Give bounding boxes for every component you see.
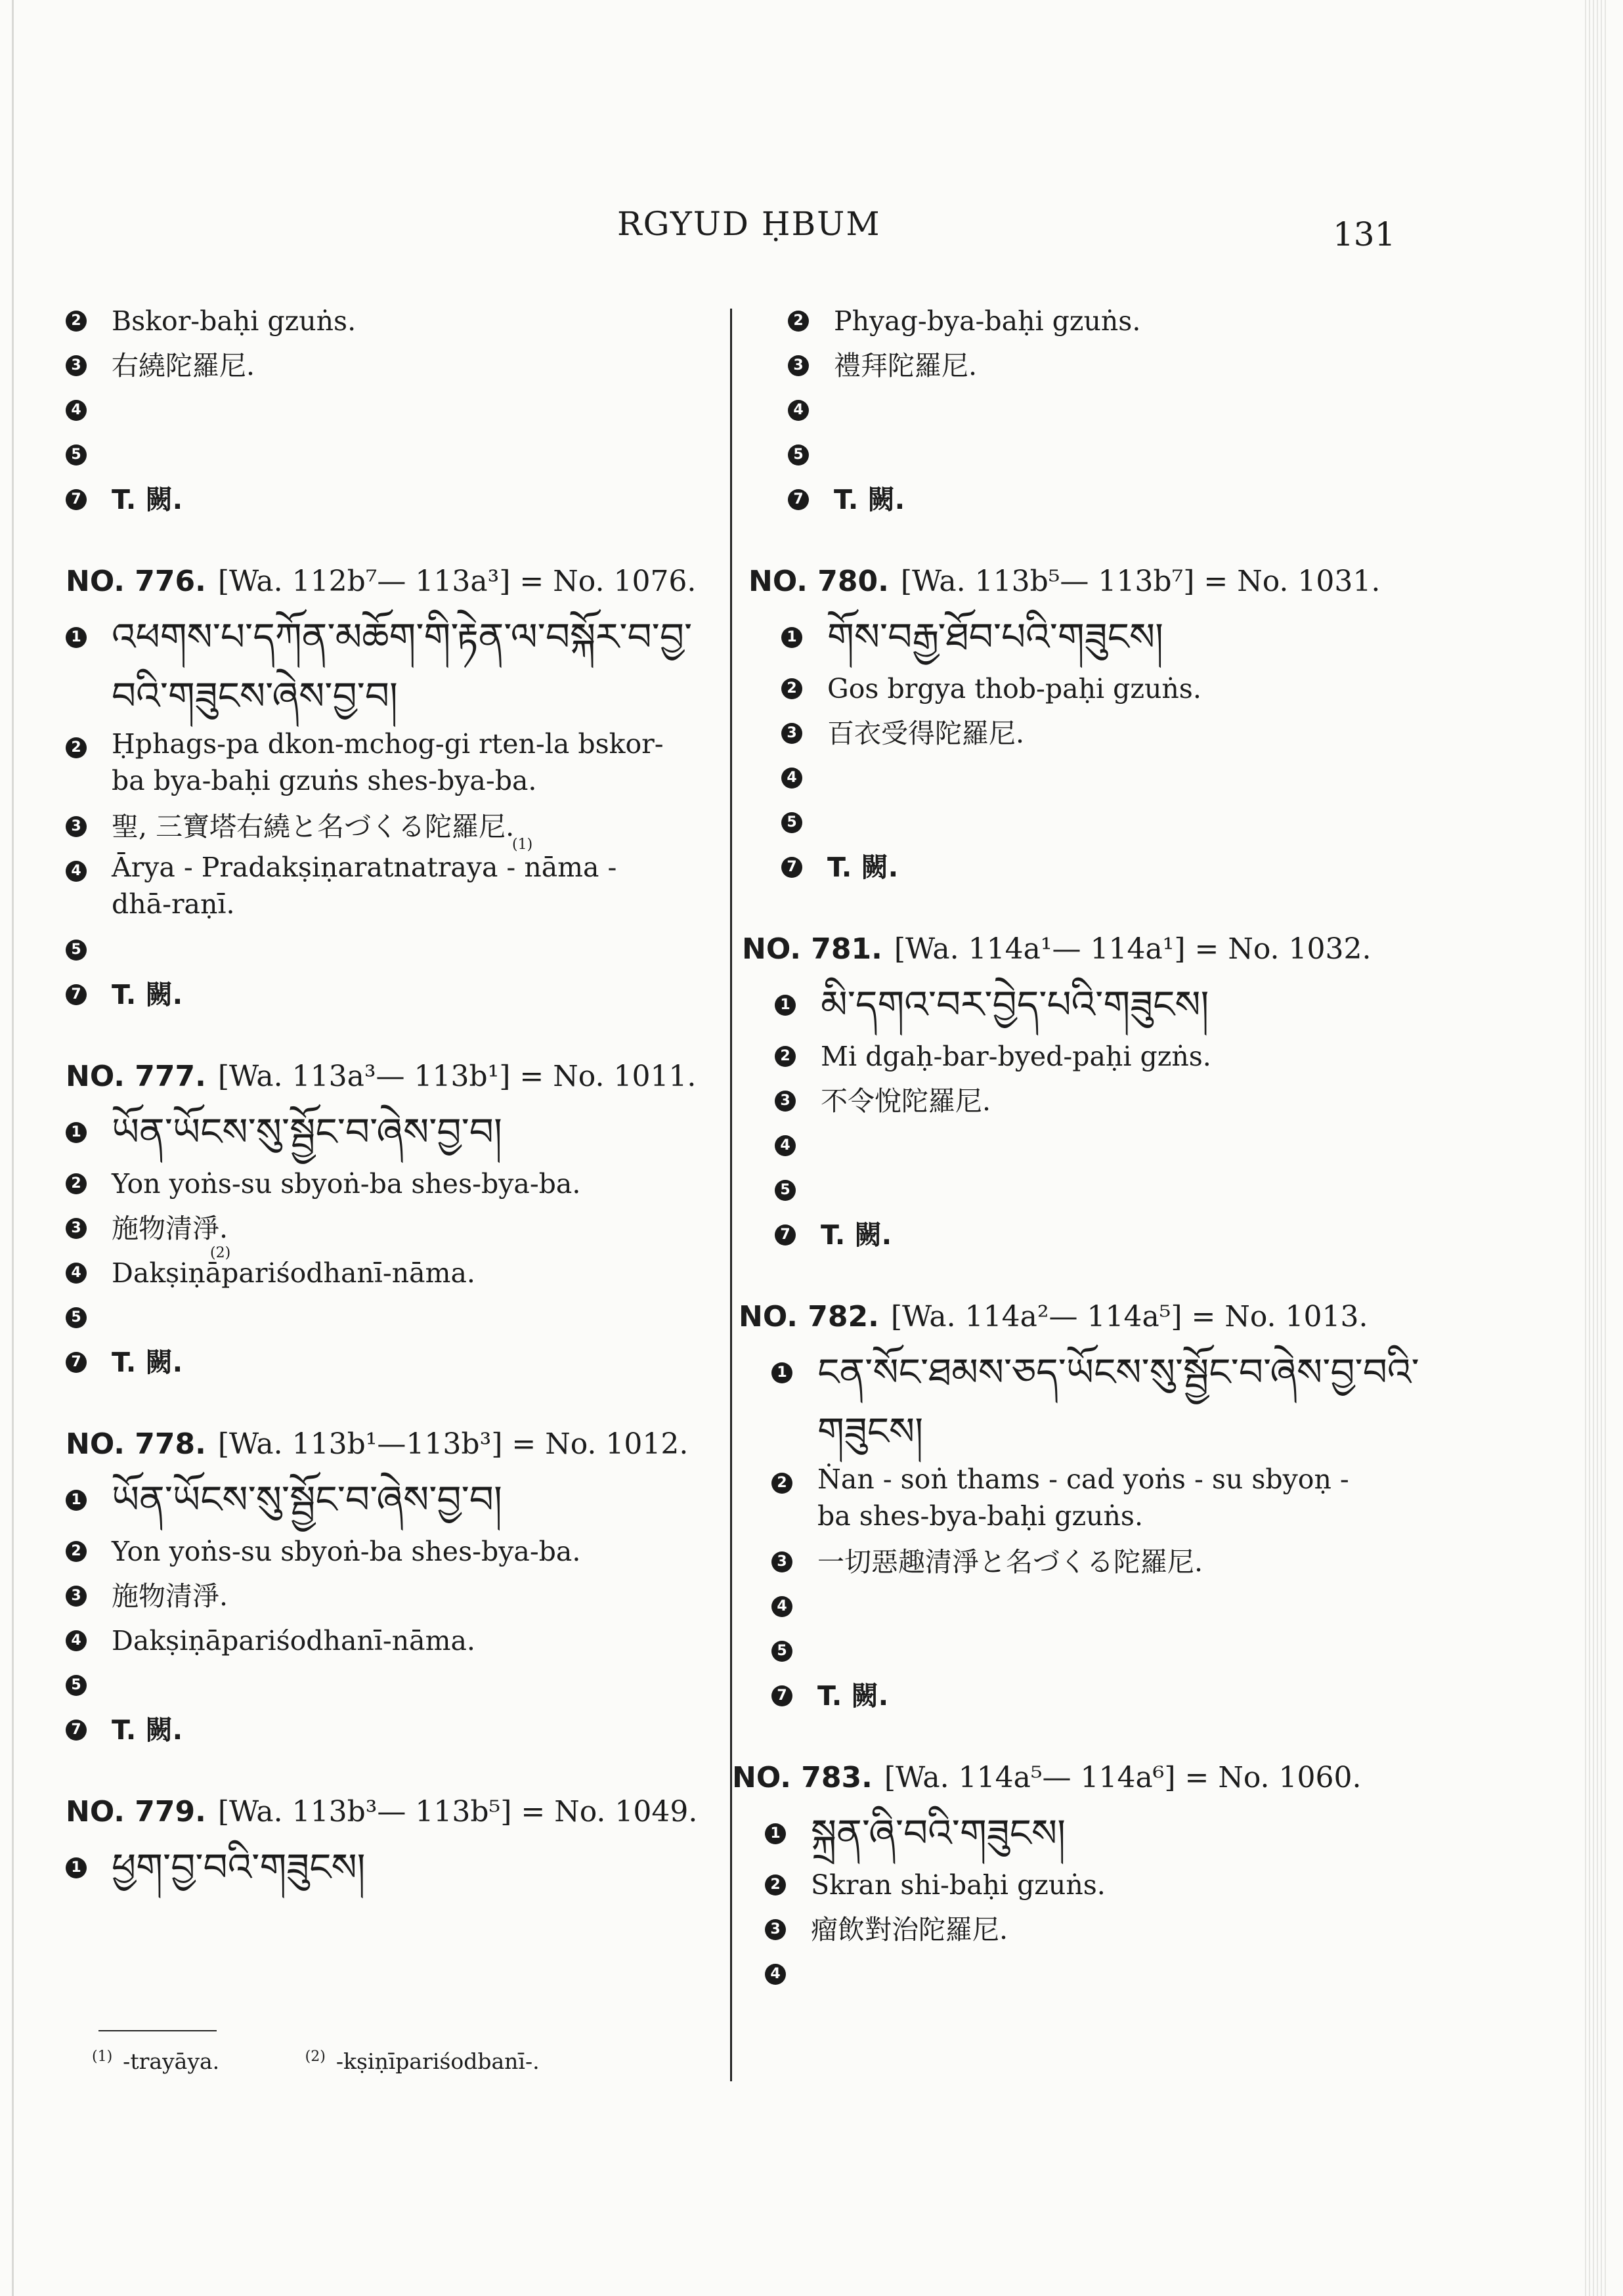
marker-4-icon: 4	[66, 1630, 87, 1651]
entry-heading	[66, 556, 716, 607]
marker-1-icon: 1	[765, 1823, 786, 1844]
marker-7-icon: 7	[66, 489, 87, 510]
marker-7-icon: 7	[788, 489, 809, 510]
entry-line	[66, 1708, 716, 1752]
entry-line	[66, 1206, 716, 1251]
entry-779	[66, 1787, 716, 1897]
entry-line	[66, 1245, 716, 1295]
marker-3-icon: 3	[66, 816, 87, 837]
entry-line	[66, 1663, 716, 1708]
entry-reference: [Wa. 114a²— 114a⁵] = No. 1013.	[890, 1300, 1368, 1333]
marker-4-icon: 4	[66, 861, 87, 882]
entry-body	[732, 1804, 1385, 1997]
entry-line	[775, 1123, 1385, 1168]
entry-number: NO. 782.	[739, 1300, 879, 1333]
chinese-title: 百衣受得陀羅尼.	[827, 718, 1025, 749]
marker-2-icon: 2	[775, 1046, 796, 1067]
chinese-title: 施物清淨.	[112, 1580, 228, 1612]
left-column	[66, 299, 716, 1897]
entry-line	[66, 1295, 716, 1340]
marker-5-icon: 5	[66, 1675, 87, 1696]
entry-line	[775, 1213, 1385, 1257]
tibetan-title: སྐྲན་ཞི་བའི་གཟུངས།	[811, 1811, 1066, 1855]
entry-line	[771, 1461, 1385, 1540]
page-frame	[12, 0, 14, 2296]
footnote-text: -trayāya.	[123, 2048, 220, 2074]
romanized-title: Ḥphags-pa dkon-mchog-gi rten-la bskor-ba bya-baḥi gzuṅs shes-bya-ba.	[112, 728, 664, 796]
entry-line	[781, 666, 1385, 711]
tibetan-title: འཕགས་པ་དཀོན་མཆོག་གི་རྟེན་ལ་བསྐོར་བ་བྱ་	[112, 615, 693, 659]
entry-line	[771, 1402, 1385, 1461]
marker-5-icon: 5	[66, 444, 87, 466]
entry-heading	[66, 1787, 716, 1838]
romanized-title: Gos brgya thob-paḥi gzuṅs.	[827, 673, 1201, 704]
marker-3-icon: 3	[775, 1091, 796, 1112]
tibetan-title: ཕྱག་བྱ་བའི་གཟུངས།	[112, 1845, 366, 1890]
entry-reference: [Wa. 114a¹— 114a¹] = No. 1032.	[894, 932, 1372, 966]
marker-1-icon: 1	[66, 1490, 87, 1511]
tohoku-note: T. 闕.	[821, 1219, 892, 1251]
entry-line	[66, 607, 716, 666]
entry-line	[771, 1629, 1385, 1674]
entry-line	[788, 433, 1385, 477]
marker-2-icon: 2	[66, 311, 87, 332]
chinese-title-wrap	[112, 804, 514, 849]
sanskrit-title-wrap	[112, 1245, 475, 1295]
entry-line	[66, 388, 716, 433]
marker-2-icon: 2	[781, 678, 802, 699]
entry-line	[66, 1838, 716, 1897]
entry-line	[771, 1343, 1419, 1402]
tibetan-title: ཡོན་ཡོངས་སུ་སྦྱོང་བ་ཞེས་བྱ་བ།	[112, 1477, 502, 1522]
marker-3-icon: 3	[771, 1551, 792, 1572]
entry-line	[66, 836, 716, 928]
marker-5-icon: 5	[66, 940, 87, 961]
entry-line	[66, 726, 716, 804]
chinese-title: 施物清淨.	[112, 1213, 228, 1244]
entry-line	[788, 343, 1385, 388]
marker-7-icon: 7	[66, 984, 87, 1005]
entry-reference: [Wa. 113b¹—113b³] = No. 1012.	[217, 1427, 689, 1461]
chinese-title: 瘤飲對治陀羅尼.	[811, 1914, 1008, 1945]
marker-7-icon: 7	[781, 857, 802, 878]
marker-5-icon: 5	[781, 812, 802, 833]
entry-reference: [Wa. 113b⁵— 113b⁷] = No. 1031.	[900, 565, 1381, 598]
entry-line	[66, 477, 716, 522]
chinese-title: 右繞陀羅尼.	[112, 350, 255, 381]
tohoku-note: T. 闕.	[834, 484, 905, 515]
entry-line	[765, 1952, 1385, 1997]
entry-line	[788, 299, 1385, 343]
marker-5-icon: 5	[775, 1180, 796, 1201]
entry-heading	[748, 556, 1385, 607]
entry-778	[66, 1419, 716, 1752]
footnote-1	[92, 2048, 259, 2074]
entry-line	[771, 1540, 1385, 1584]
footnote-number: (1)	[92, 2048, 113, 2065]
romanized-title: Mi dgaḥ-bar-byed-paḥi gzṅs.	[821, 1041, 1211, 1072]
chinese-title: 一切惡趣清淨と名づくる陀羅尼.	[817, 1546, 1203, 1578]
marker-4-icon: 4	[788, 400, 809, 421]
entry-reference: [Wa. 113a³— 113b¹] = No. 1011.	[217, 1060, 697, 1093]
chinese-title: 聖, 三寶塔右繞と名づくる陀羅尼.	[112, 811, 515, 842]
marker-4-icon: 4	[66, 400, 87, 421]
romanized-title: Skran shi-baḥi gzuṅs.	[811, 1869, 1106, 1901]
tibetan-title: གོས་བརྒྱ་ཐོབ་པའི་གཟུངས།	[827, 615, 1163, 659]
marker-1-icon: 1	[66, 1122, 87, 1143]
page-edge-shadow	[1585, 0, 1609, 2296]
romanized-title: Bskor-baḥi gzuṅs.	[112, 305, 357, 337]
entry-line	[66, 1529, 716, 1574]
entry-body	[739, 1343, 1419, 1718]
romanized-title: Yon yoṅs-su sbyoṅ-ba shes-bya-ba.	[112, 1168, 581, 1200]
entry-number: NO. 779.	[66, 1795, 206, 1829]
marker-4-icon: 4	[66, 1263, 87, 1284]
entry-line	[775, 1079, 1385, 1123]
chinese-title: 不令悅陀羅尼.	[821, 1085, 991, 1117]
entry-number: NO. 781.	[742, 932, 882, 966]
entry-line	[66, 1340, 716, 1385]
entry-reference: [Wa. 112b⁷— 113a³] = No. 1076.	[217, 565, 697, 598]
marker-2-icon: 2	[66, 737, 87, 758]
marker-4-icon: 4	[771, 1596, 792, 1617]
marker-1-icon: 1	[775, 995, 796, 1016]
entry-line	[775, 1168, 1385, 1213]
tohoku-note: T. 闕.	[817, 1680, 889, 1712]
marker-7-icon: 7	[775, 1224, 796, 1245]
footnote-ref: (1)	[512, 836, 533, 853]
entry-775-continued	[66, 299, 716, 522]
entry-line	[775, 1034, 1385, 1079]
entry-line	[775, 975, 1385, 1034]
entry-line	[765, 1863, 1385, 1907]
entry-line	[66, 972, 716, 1017]
tibetan-title-cont: བའི་གཟུངས་ཞེས་བྱ་བ།	[112, 674, 398, 718]
entry-line	[771, 1674, 1385, 1718]
entry-heading	[66, 1419, 716, 1470]
marker-1-icon: 1	[781, 627, 802, 648]
marker-7-icon: 7	[66, 1720, 87, 1741]
romanized-title: Phyag-bya-baḥi gzuṅs.	[834, 305, 1141, 337]
entry-line	[66, 1574, 716, 1618]
romanized-title: Ṅan - soṅ thams - cad yoṅs - su sbyoṇ - ba shes-bya-baḥi gzuṅs.	[817, 1463, 1349, 1532]
marker-3-icon: 3	[66, 1586, 87, 1607]
entry-783	[729, 1752, 1385, 1997]
running-head: RGYUD ḤBUM	[617, 205, 881, 243]
right-column	[729, 299, 1419, 1997]
entry-line	[66, 1618, 716, 1663]
tibetan-title-cont: གཟུངས།	[817, 1409, 924, 1454]
entry-heading	[742, 924, 1385, 975]
entry-body	[742, 975, 1385, 1257]
footnote-ref: (2)	[210, 1245, 231, 1261]
marker-1-icon: 1	[66, 627, 87, 648]
marker-3-icon: 3	[788, 355, 809, 376]
chinese-title: 禮拜陀羅尼.	[834, 350, 978, 381]
marker-3-icon: 3	[781, 723, 802, 744]
entry-776	[66, 556, 716, 1017]
tohoku-note: T. 闕.	[112, 1714, 183, 1746]
marker-2-icon: 2	[765, 1874, 786, 1895]
marker-5-icon: 5	[771, 1641, 792, 1662]
entry-777	[66, 1051, 716, 1385]
footnote-number: (2)	[305, 2048, 326, 2065]
entry-line	[66, 1102, 716, 1161]
marker-1-icon: 1	[771, 1362, 792, 1383]
entry-number: NO. 780.	[748, 565, 889, 598]
entry-number: NO. 783.	[732, 1761, 873, 1794]
tibetan-title: མི་དགའ་བར་བྱེད་པའི་གཟུངས།	[821, 982, 1209, 1027]
marker-7-icon: 7	[771, 1685, 792, 1706]
entry-heading	[739, 1291, 1385, 1343]
entry-line	[66, 804, 716, 849]
entry-line	[765, 1907, 1385, 1952]
sanskrit-title: Dakṣiṇāpariśodhanī-nāma.	[112, 1257, 475, 1289]
footnote-2	[305, 2048, 579, 2074]
sanskrit-title: Dakṣiṇāpariśodhanī-nāma.	[112, 1625, 475, 1657]
entry-number: NO. 777.	[66, 1060, 206, 1093]
footnote-text: -kṣiṇīpariśodbanī-.	[335, 2048, 540, 2074]
tohoku-note: T. 闕.	[827, 852, 899, 883]
romanized-title: Yon yoṅs-su sbyoṅ-ba shes-bya-ba.	[112, 1536, 581, 1567]
entry-line	[66, 343, 716, 388]
marker-2-icon: 2	[788, 311, 809, 332]
marker-4-icon: 4	[775, 1135, 796, 1156]
marker-5-icon: 5	[66, 1307, 87, 1328]
entry-line	[781, 756, 1385, 800]
entry-heading	[66, 1051, 716, 1102]
marker-2-icon: 2	[771, 1473, 792, 1494]
marker-1-icon: 1	[66, 1857, 87, 1878]
marker-2-icon: 2	[66, 1173, 87, 1194]
entry-line	[781, 845, 1385, 890]
entry-line	[66, 1161, 716, 1206]
footnotes	[92, 2048, 618, 2074]
marker-3-icon: 3	[765, 1919, 786, 1940]
entry-line	[66, 1470, 716, 1529]
entry-780	[729, 556, 1385, 890]
tohoku-note: T. 闕.	[112, 484, 183, 515]
page-number: 131	[1333, 215, 1396, 253]
entry-line	[781, 800, 1385, 845]
entry-line	[66, 433, 716, 477]
tohoku-note: T. 闕.	[112, 1347, 183, 1378]
entry-line	[788, 388, 1385, 433]
footnote-divider	[98, 2030, 217, 2031]
entry-line	[781, 711, 1385, 756]
entry-line	[781, 607, 1385, 666]
entry-heading	[732, 1752, 1385, 1804]
entry-line	[66, 299, 716, 343]
tibetan-title: ཡོན་ཡོངས་སུ་སྦྱོང་བ་ཞེས་བྱ་བ།	[112, 1110, 502, 1154]
entry-line	[771, 1584, 1385, 1629]
marker-5-icon: 5	[788, 444, 809, 466]
marker-3-icon: 3	[66, 355, 87, 376]
tibetan-title: ངན་སོང་ཐམས་ཅད་ཡོངས་སུ་སྦྱོང་བ་ཞེས་བྱ་བའི་	[817, 1350, 1419, 1395]
marker-3-icon: 3	[66, 1218, 87, 1239]
entry-779-continued	[729, 299, 1385, 522]
entry-line	[66, 666, 716, 726]
marker-7-icon: 7	[66, 1352, 87, 1373]
marker-2-icon: 2	[66, 1541, 87, 1562]
entry-reference: [Wa. 114a⁵— 114a⁶] = No. 1060.	[884, 1761, 1362, 1794]
entry-number: NO. 776.	[66, 565, 206, 598]
entry-782	[729, 1291, 1419, 1718]
entry-line	[66, 928, 716, 972]
marker-4-icon: 4	[781, 768, 802, 789]
entry-line	[788, 477, 1385, 522]
entry-781	[729, 924, 1385, 1257]
entry-number: NO. 778.	[66, 1427, 206, 1461]
sanskrit-title-wrap	[112, 836, 676, 922]
tohoku-note: T. 闕.	[112, 979, 183, 1010]
marker-4-icon: 4	[765, 1964, 786, 1985]
entry-body	[748, 607, 1385, 890]
entry-line	[765, 1804, 1385, 1863]
entry-reference: [Wa. 113b³— 113b⁵] = No. 1049.	[217, 1795, 698, 1829]
sanskrit-title: Ārya - Pradakṣiṇaratnatraya - nāma - dhā-raṇī.	[112, 852, 617, 920]
